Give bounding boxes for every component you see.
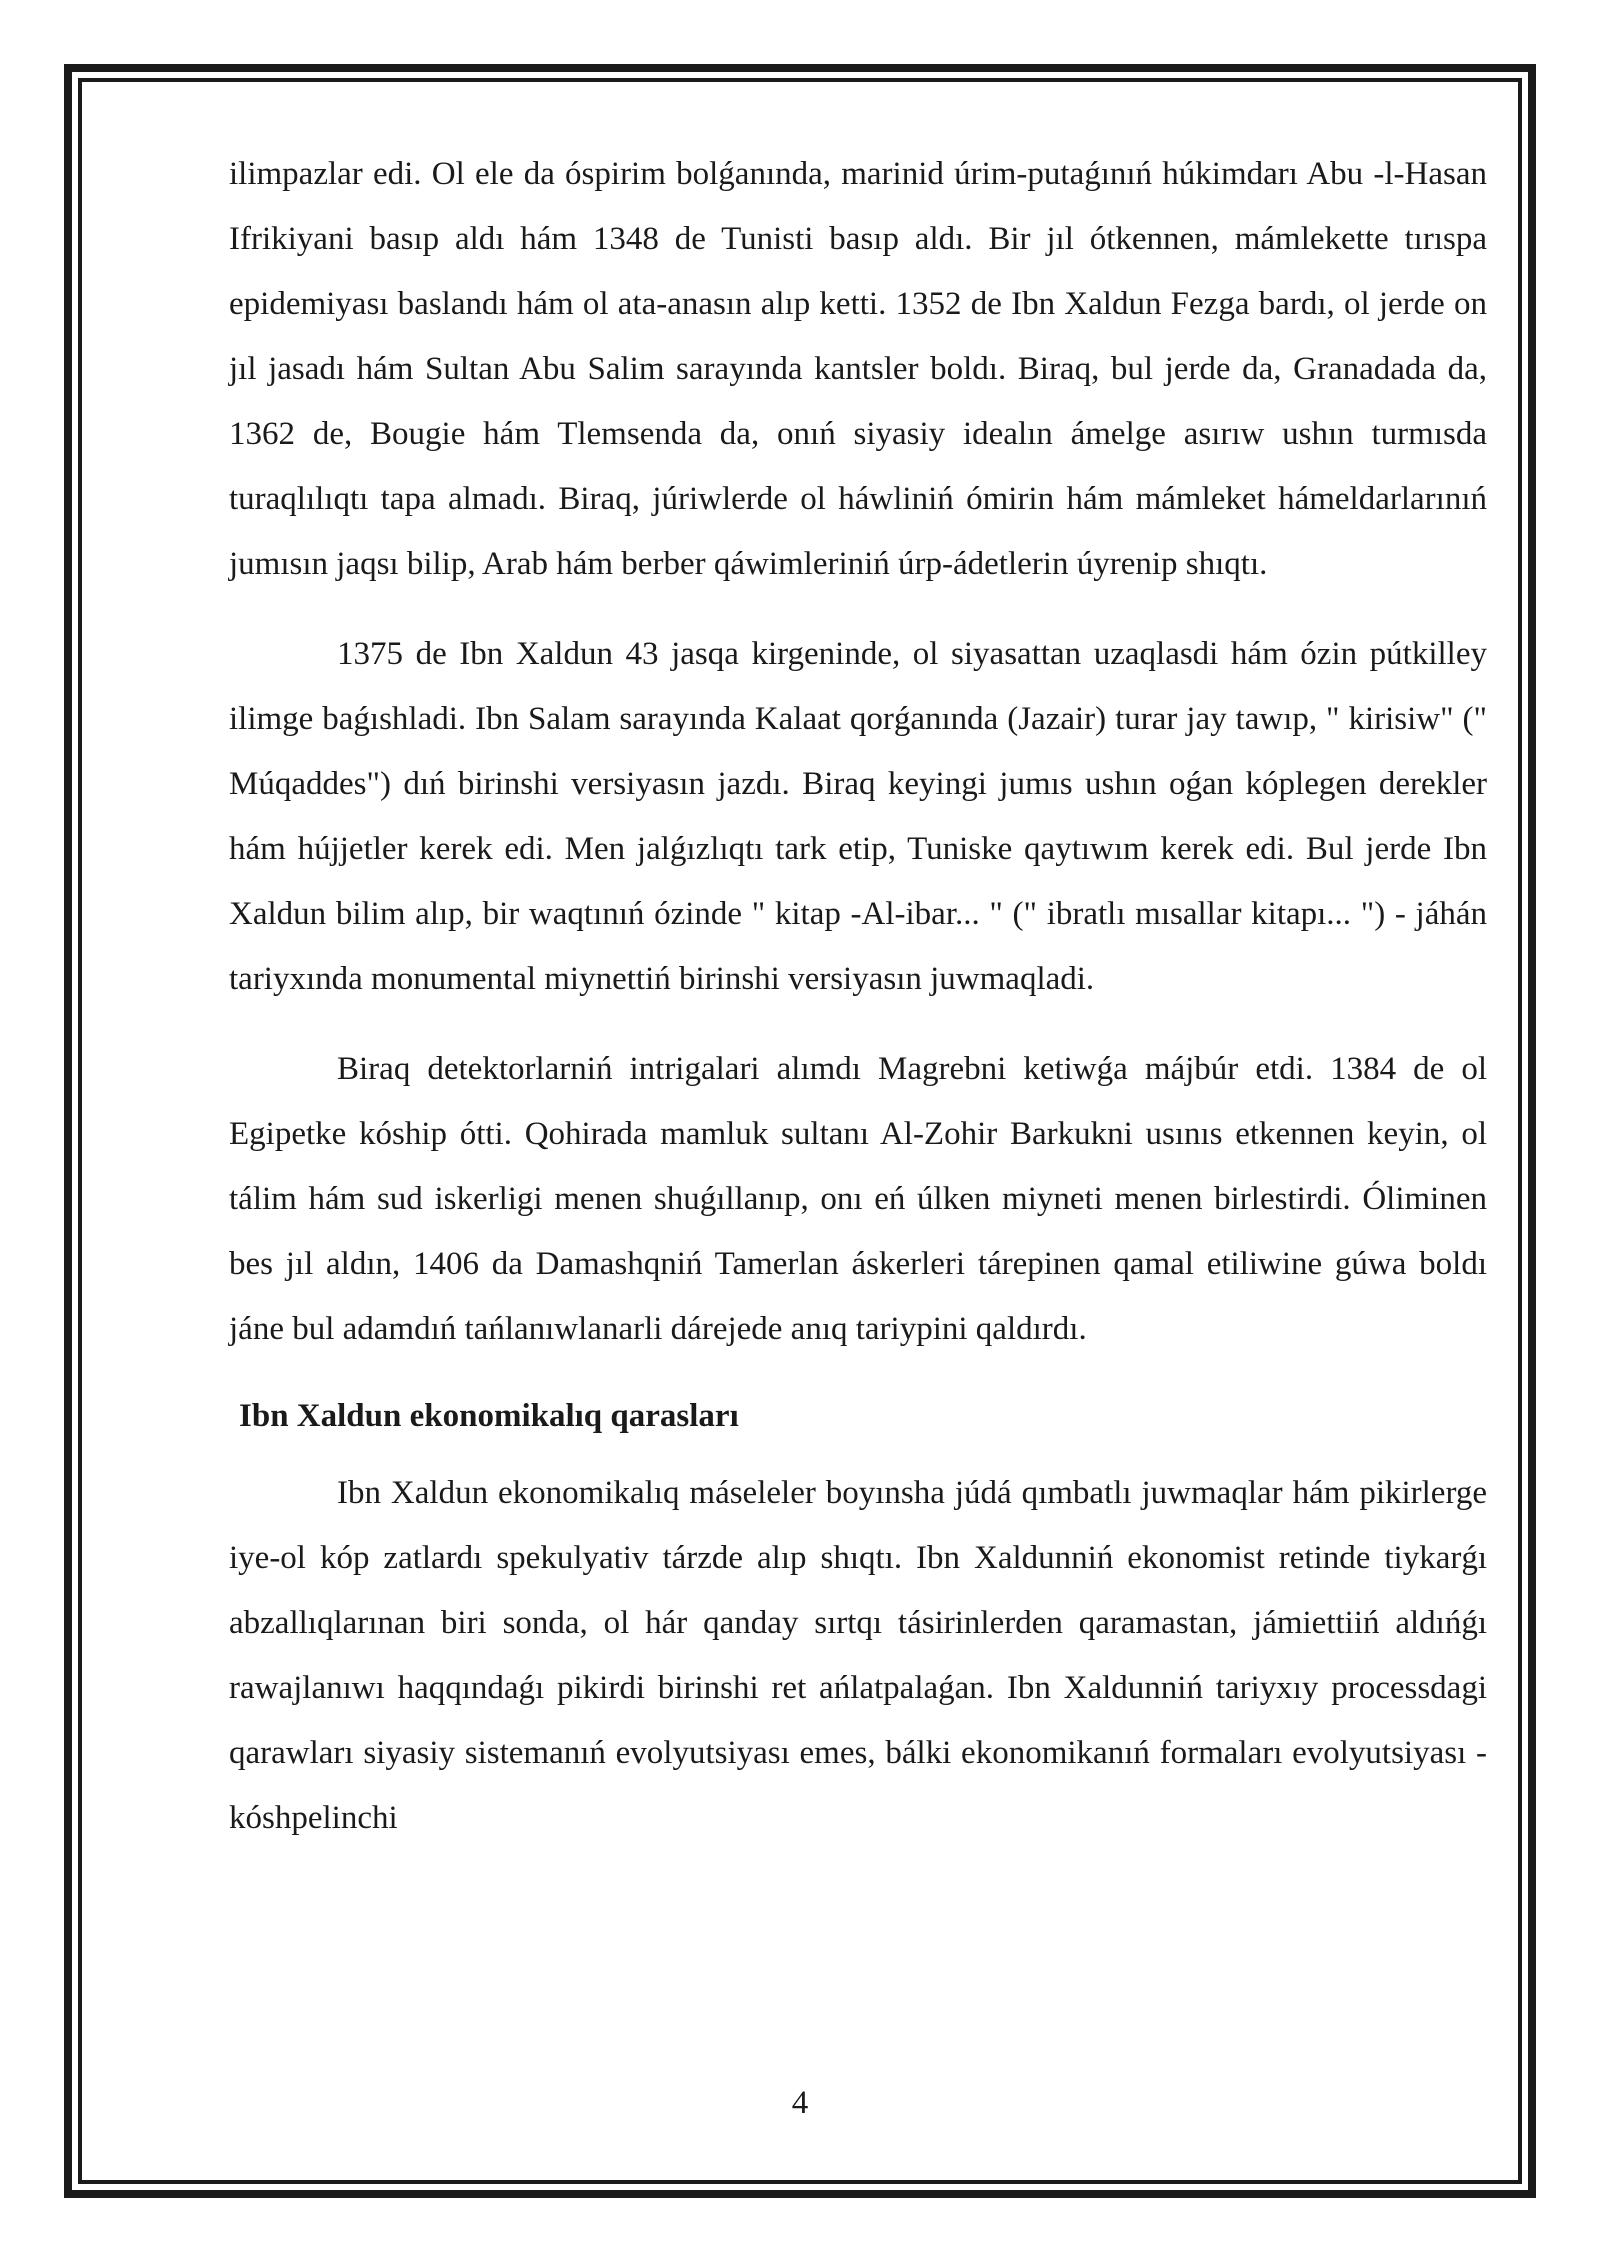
paragraph-3: Biraq detektorlarniń intrigalari alımdı Magrebni ketiwǵa májbúr etdi. 1384 de ol Egipetke kóship ótti. Qohirada mamluk sultanı Al-Zohir Barkukni usınıs etkennen keyin, ol tálim hám sud iskerligi menen shuǵıllanıp, onı eń úlken miyneti menen birlestirdi. Óliminen bes jıl aldın, 1406 da Damashqniń Tamerlan áskerleri tárepinen qamal etiliwine gúwa boldı jáne bul adamdıń tańlanıwlanarli dárejede anıq tariypini qaldırdı. — [229, 1051, 1487, 1347]
page-content — [229, 142, 1487, 1851]
paragraph-1: ilimpazlar edi. Ol ele da óspirim bolǵanında, marinid úrim-putaǵınıń húkimdarı Abu -l-Hasan Ifrikiyani basıp aldı hám 1348 de Tunisti basıp aldı. Bir jıl ótkennen, mámlekette tırıspa epidemiyası baslandı hám ol ata-anasın alıp ketti. 1352 de Ibn Xaldun Fezga bardı, ol jerde on jıl jasadı hám Sultan Abu Salim sarayında kantsler boldı. Biraq, bul jerde da, Granadada da, 1362 de, Bougie hám Tlemsenda da, onıń siyasiy idealın ámelge asırıw ushın turmısda turaqlılıqtı tapa almadı. Biraq, júriwlerde ol háwliniń ómirin hám mámleket hámeldarlarınıń jumısın jaqsı bilip, Arab hám berber qáwimleriniń úrp-ádetlerin úyrenip shıqtı. — [229, 156, 1487, 582]
paragraph-2: 1375 de Ibn Xaldun 43 jasqa kirgeninde, ol siyasattan uzaqlasdi hám ózin pútkilley ilimge baǵıshladi. Ibn Salam sarayında Kalaat qorǵanında (Jazair) turar jay tawıp, " kirisiw" (" Múqaddes") dıń birinshi versiyasın jazdı. Biraq keyingi jumıs ushın oǵan kóplegen derekler hám hújjetler kerek edi. Men jalǵızlıqtı tark etip, Tuniske qaytıwım kerek edi. Bul jerde Ibn Xaldun bilim alıp, bir waqtınıń ózinde " kitap -Al-ibar... " (" ibratlı mısallar kitapı... ") - jáhán tariyxında monumental miynettiń birinshi versiyasın juwmaqladi. — [229, 636, 1487, 997]
page-number: 4 — [791, 2085, 809, 2121]
section-heading: Ibn Xaldun ekonomikalıq qarasları — [239, 1398, 739, 1434]
paragraph-4: Ibn Xaldun ekonomikalıq máseleler boyınsha júdá qımbatlı juwmaqlar hám pikirlerge iye-ol kóp zatlardı spekulyativ tárzde alıp shıqtı. Ibn Xaldunniń ekonomist retinde tiykarǵı abzallıqlarınan biri sonda, ol hár qanday sırtqı tásirinlerden qaramastan, jámiettiiń aldıńǵı rawajlanıwı haqqındaǵı pikirdi birinshi ret ańlatpalaǵan. Ibn Xaldunniń tariyxıy processdagi qarawları siyasiy sistemanıń evolyutsiyası emes, bálki ekonomikanıń formaları evolyutsiyası - kóshpelinchi — [229, 1475, 1487, 1836]
